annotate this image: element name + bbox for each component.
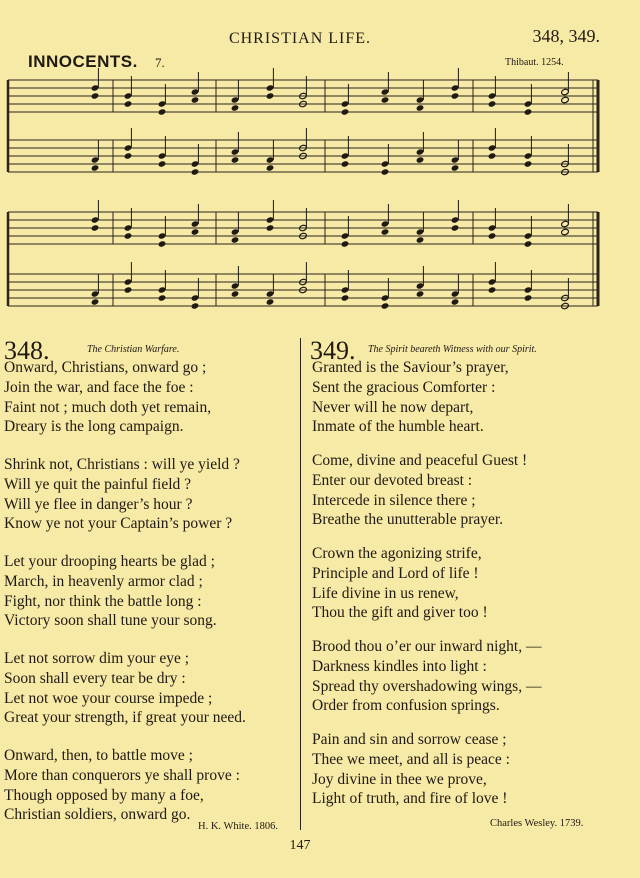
note-head [158, 240, 167, 247]
note-head [524, 160, 533, 167]
tune-name: INNOCENTS. [28, 52, 138, 71]
note-head [524, 294, 533, 301]
stanza-line: Spread thy overshadowing wings, — [312, 677, 542, 695]
stanza-line: Intercede in silence there ; [312, 491, 476, 509]
note-head [231, 156, 240, 163]
note-head [124, 100, 133, 107]
note-head [561, 96, 570, 103]
note-head [488, 100, 497, 107]
stanza-line: Pain and sin and sorrow cease ; [312, 731, 507, 748]
hymn-349-author: Charles Wesley. 1739. [490, 818, 584, 829]
stanza-line: Will ye flee in danger’s hour ? [4, 495, 193, 513]
stanza-line: Order from confusion springs. [312, 697, 500, 715]
note-head [561, 228, 570, 235]
hymn-349-title: The Spirit beareth Witness with our Spirit. [368, 344, 537, 355]
note-head [231, 104, 240, 111]
note-head [341, 160, 350, 167]
section-title: CHRISTIAN LIFE. [228, 30, 372, 47]
column-divider [300, 338, 301, 830]
note-head [524, 108, 533, 115]
note-head [416, 290, 425, 297]
note-head [381, 168, 390, 175]
note-head [266, 298, 275, 305]
note-head [231, 236, 240, 243]
stanza-line: Christian soldiers, onward go. [4, 806, 191, 824]
note-head [341, 294, 350, 301]
stanza-line: Thou the gift and giver too ! [312, 604, 488, 622]
stanza-line: Will ye quit the painful field ? [4, 475, 192, 493]
note-head [91, 164, 100, 171]
stanza-line: Shrink not, Christians : will ye yield ? [4, 456, 240, 473]
stanza-line: Join the war, and face the foe : [4, 378, 194, 396]
hymn-numbers: 348, 349. [532, 26, 600, 46]
hymn-349-number: 349. [310, 336, 356, 365]
stanza-line: Light of truth, and fire of love ! [312, 790, 508, 808]
note-head [488, 152, 497, 159]
page-number: 147 [289, 838, 311, 853]
stanza-line: Faint not ; much doth yet remain, [4, 398, 212, 416]
stanza-line: Principle and Lord of life ! [312, 564, 479, 582]
note-head [416, 104, 425, 111]
note-head [451, 298, 460, 305]
stanza-line: Dreary is the long campaign. [4, 418, 184, 436]
music-score [0, 62, 640, 332]
stanza-line: March, in heavenly armor clad ; [4, 572, 203, 590]
note-head [266, 92, 275, 99]
stanza-line: Onward, Christians, onward go ; [4, 359, 207, 376]
stanza-line: Let not woe your course impede ; [4, 689, 213, 707]
hymn-348-number: 348. [4, 336, 50, 365]
hymn-348-author: H. K. White. 1806. [198, 821, 279, 832]
stanza-line: More than conquerors ye shall prove : [4, 766, 240, 784]
note-head [91, 224, 100, 231]
stanza-line: Know ye not your Captain’s power ? [4, 515, 233, 533]
stanza-line: Never will he now depart, [312, 398, 474, 416]
note-head [416, 156, 425, 163]
note-head [91, 92, 100, 99]
note-head [191, 96, 200, 103]
note-head [124, 286, 133, 293]
note-head [158, 160, 167, 167]
stanza-line: Brood thou o’er our inward night, — [312, 638, 542, 655]
note-head [524, 240, 533, 247]
note-head [191, 168, 200, 175]
stanza-line: Life divine in us renew, [312, 584, 459, 602]
stanza-line: Darkness kindles into light : [312, 657, 487, 675]
note-head [381, 96, 390, 103]
note-head [451, 164, 460, 171]
note-head [341, 108, 350, 115]
stanza-line: Come, divine and peaceful Guest ! [312, 452, 528, 469]
note-head [341, 240, 350, 247]
stanza-line: Breathe the unutterable prayer. [312, 511, 504, 529]
note-head [488, 232, 497, 239]
stanza-line: Thee we meet, and all is peace : [312, 750, 510, 768]
note-head [381, 228, 390, 235]
note-head [158, 108, 167, 115]
note-head [191, 228, 200, 235]
note-head [231, 290, 240, 297]
stanza-line: Joy divine in thee we prove, [312, 770, 487, 788]
note-head [191, 302, 200, 309]
note-head [91, 298, 100, 305]
stanza-line: Let your drooping hearts be glad ; [4, 553, 215, 570]
note-head [124, 232, 133, 239]
stanza-line: Soon shall every tear be dry : [4, 669, 186, 687]
note-head [416, 236, 425, 243]
stanza-line: Enter our devoted breast : [312, 471, 473, 489]
note-head [451, 224, 460, 231]
meter: 7. [155, 55, 165, 70]
stanza-line: Onward, then, to battle move ; [4, 747, 193, 764]
note-head [451, 92, 460, 99]
stanza-line: Crown the agonizing strife, [312, 545, 482, 562]
stanza-line: Victory soon shall tune your song. [4, 612, 217, 630]
stanza-line: Sent the gracious Comforter : [312, 378, 496, 396]
stanza-line: Fight, nor think the battle long : [4, 592, 202, 610]
note-head [124, 152, 133, 159]
composer: Thibaut. 1254. [505, 57, 564, 68]
stanza-line: Inmate of the humble heart. [312, 418, 484, 436]
stanza-line: Though opposed by many a foe, [4, 786, 204, 804]
note-head [488, 286, 497, 293]
note-head [158, 294, 167, 301]
hymn-348-title: The Christian Warfare. [87, 344, 180, 355]
stanza-line: Granted is the Saviour’s prayer, [312, 359, 509, 376]
stanza-line: Great your strength, if great your need. [4, 709, 246, 727]
stanza-line: Let not sorrow dim your eye ; [4, 650, 190, 667]
note-head [381, 302, 390, 309]
note-head [266, 224, 275, 231]
note-head [266, 164, 275, 171]
